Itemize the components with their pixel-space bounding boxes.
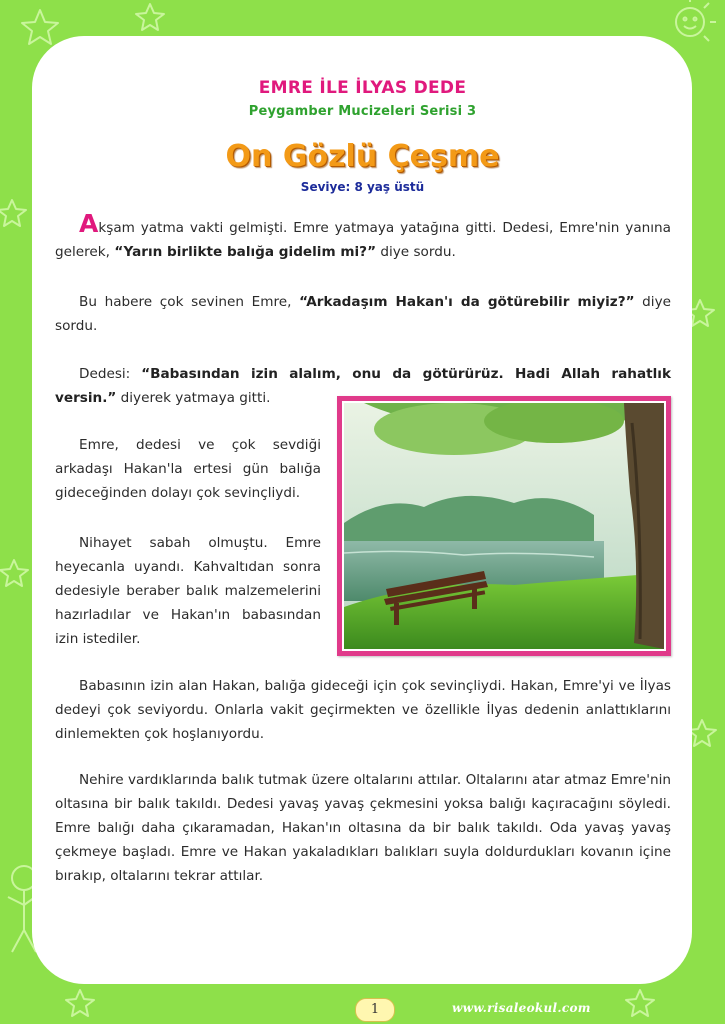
paragraph-text: diye sordu. <box>55 294 671 334</box>
paragraph-text: Bu habere çok sevinen Emre, <box>79 294 300 310</box>
series-title: EMRE İLE İLYAS DEDE <box>258 78 467 98</box>
story-title: On Gözlü Çeşme <box>225 139 500 174</box>
dialogue-quote: “Arkadaşım Hakan'ı da götürebilir miyiz?” <box>299 294 635 310</box>
paragraph-7: Nehire vardıklarında balık tutmak üzere oltalarını attılar. Oltalarını atar atmaz Emre'nin oltasına bir balık takıldı. Dedesi yavaş yavaş çekmesini yoksa balığı kaçıracağını söyledi. Emre balığı daha çıkaramadan, Hakan'ın oltasına da bir balık takıldı. Oda yavaş yavaş çekmeye başladı. Emre ve Hakan yakaladıkları balıkları suyla doldurdukları kovanın içine bırakıp, oltalarını tekrar attılar. <box>55 772 671 884</box>
age-level: Seviye: 8 yaş üstü <box>300 180 425 194</box>
paragraph-text: kşam yatma vakti gelmişti. Emre yatmaya yatağına gitti. Dedesi, Emre'nin yanına gelerek, <box>55 220 671 260</box>
dialogue-quote: “Yarın birlikte balığa gidelim mi?” <box>114 244 377 260</box>
paragraph-text: Dedesi: <box>79 366 142 382</box>
paragraph-text: diye sordu. <box>376 244 456 260</box>
paragraph-1 <box>55 209 671 264</box>
star-doodle-icon <box>22 10 58 44</box>
series-subtitle: Peygamber Mucizeleri Serisi 3 <box>248 104 477 119</box>
drop-cap: A <box>79 209 99 238</box>
sun-doodle-icon <box>676 0 716 41</box>
star-doodle-icon <box>136 4 164 30</box>
star-doodle-icon <box>0 200 26 226</box>
star-doodle-icon <box>0 560 28 586</box>
paragraph-text: diyerek yatmaya gitti. <box>116 390 271 406</box>
page-number: 1 <box>355 998 395 1022</box>
star-doodle-icon <box>626 990 654 1016</box>
star-doodle-icon <box>688 720 716 746</box>
paragraph-6: Babasının izin alan Hakan, balığa gideceği için çok sevinçliydi. Hakan, Emre'yi ve İlyas dedeyi çok seviyordu. Onlarla vakit geçirmekten ve özellikle İlyas dedenin anlattıklarını dinlemekten çok hoşlanıyordu. <box>55 678 671 742</box>
lake-bench-photo <box>337 396 671 656</box>
paragraph-4: Emre, dedesi ve çok sevdiği arkadaşı Hakan'la ertesi gün balığa gideceğinden dolayı çok sevinçliydi. <box>55 437 321 501</box>
website-link[interactable]: www.risaleokul.com <box>452 1001 591 1015</box>
paragraph-5: Nihayet sabah olmuştu. Emre heyecanla uyandı. Kahvaltıdan sonra dedesiyle beraber balık malzemelerini hazırladılar ve Hakan'ın babasından izin istediler. <box>55 535 321 647</box>
paragraph-2 <box>55 290 671 338</box>
dialogue-quote: “Babasından izin alalım, onu da götürürüz. Hadi Allah rahatlık versin.” <box>55 366 671 406</box>
star-doodle-icon <box>66 990 94 1016</box>
